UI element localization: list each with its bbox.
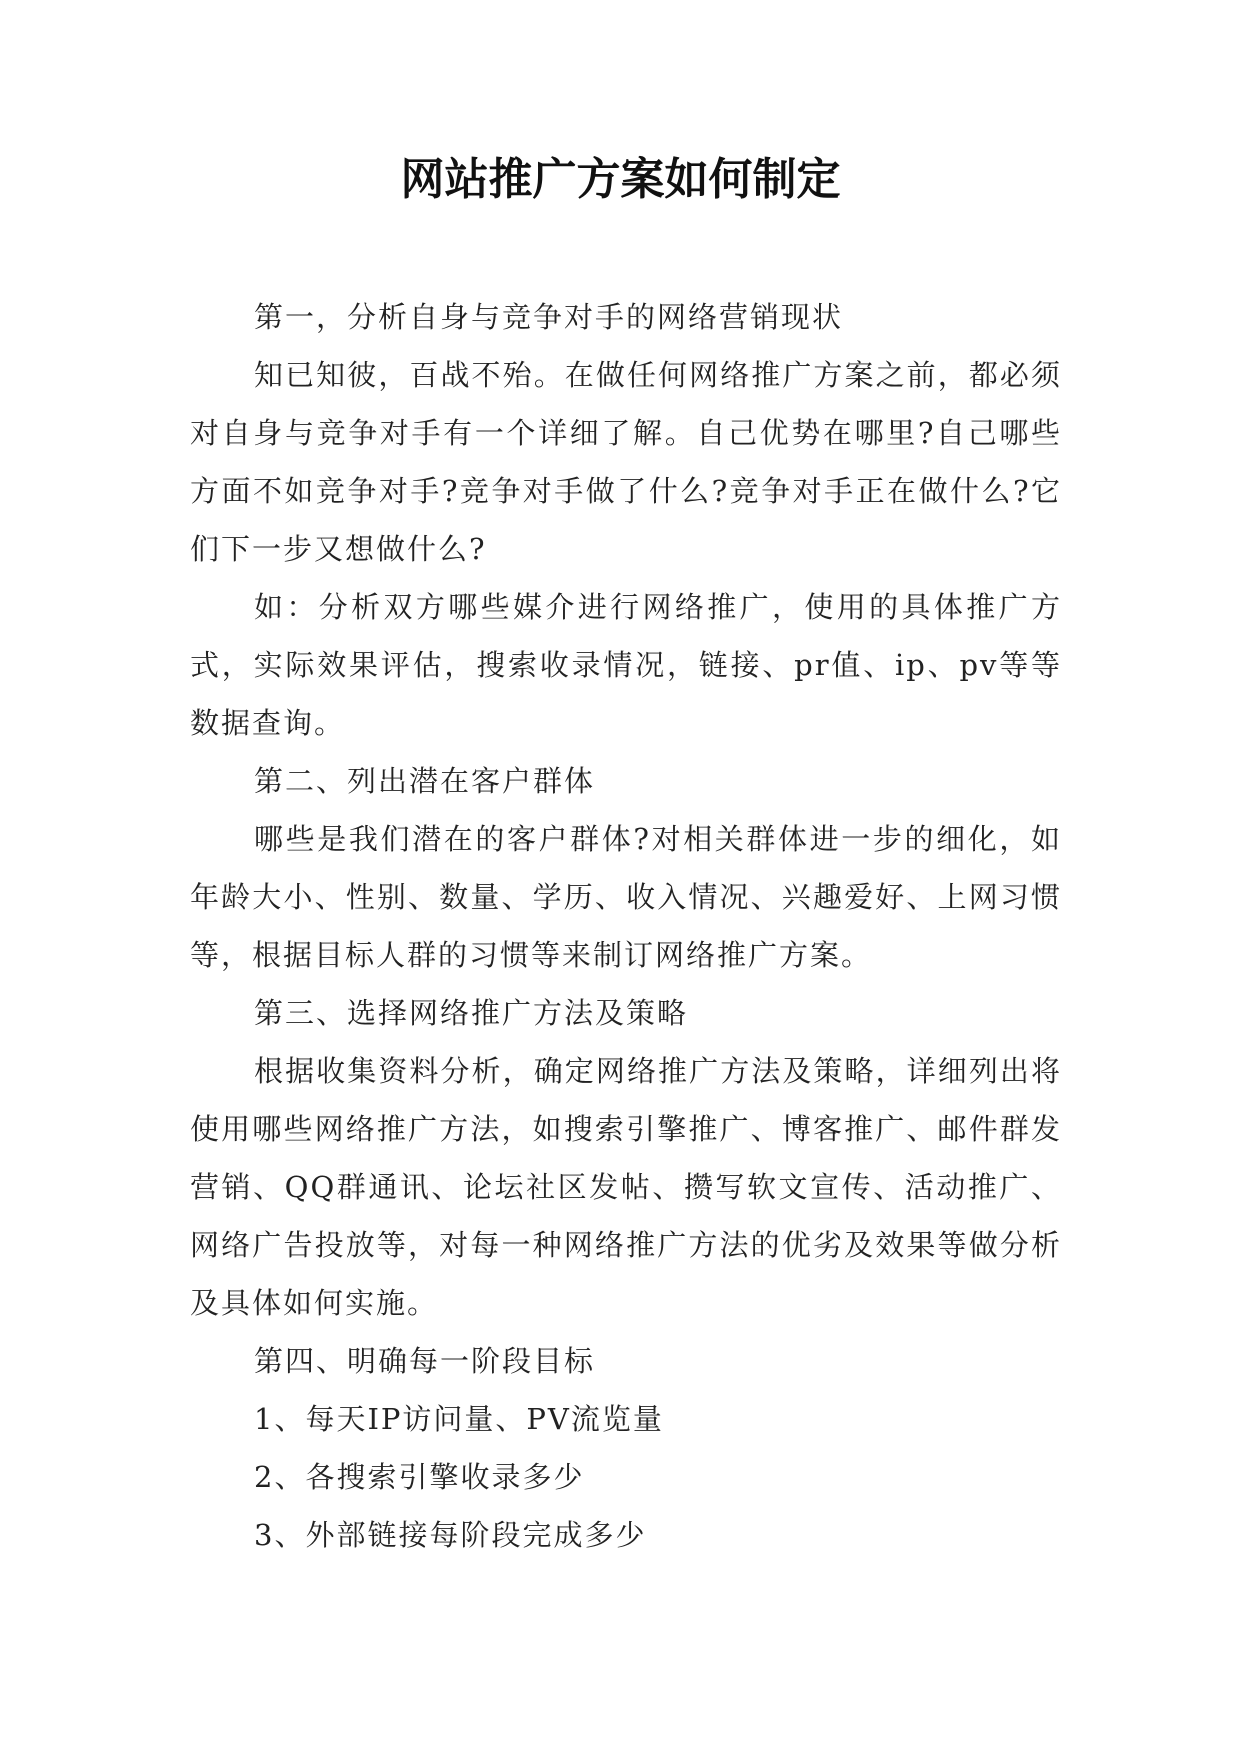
list-item: 2、各搜索引擎收录多少 xyxy=(254,1460,585,1494)
section-heading-2: 第二、列出潜在客户群体 xyxy=(254,764,596,798)
paragraph-methods-strategy: 根据收集资料分析，确定网络推广方法及策略，详细列出将使用哪些网络推广方法，如搜索引擎推广、博客推广、邮件群发营销、QQ群通讯、论坛社区发帖、攒写软文宣传、活动推广、网络广告投放等，对每一种网络推广方法的优劣及效果等做分析及具体如何实施。 xyxy=(190,1054,1062,1320)
list-item: 3、外部链接每阶段完成多少 xyxy=(254,1518,647,1552)
paragraph-know-yourself: 知已知彼，百战不殆。在做任何网络推广方案之前，都必须对自身与竞争对手有一个详细了解。自己优势在哪里?自己哪些方面不如竞争对手?竞争对手做了什么?竞争对手正在做什么?它们下一步又想做什么? xyxy=(190,358,1062,566)
document-body xyxy=(190,288,1062,1564)
list-item: 1、每天IP访问量、PV流览量 xyxy=(254,1402,664,1436)
document-title: 网站推广方案如何制定 xyxy=(400,154,841,205)
paragraph-target-audience: 哪些是我们潜在的客户群体?对相关群体进一步的细化，如年龄大小、性别、数量、学历、收入情况、兴趣爱好、上网习惯等，根据目标人群的习惯等来制订网络推广方案。 xyxy=(190,822,1062,972)
paragraph-analysis-example: 如：分析双方哪些媒介进行网络推广，使用的具体推广方式，实际效果评估，搜索收录情况，链接、pr值、ip、pv等等数据查询。 xyxy=(190,590,1062,740)
section-heading-3: 第三、选择网络推广方法及策略 xyxy=(254,996,689,1030)
section-heading-4: 第四、明确每一阶段目标 xyxy=(254,1344,596,1378)
section-heading-1: 第一，分析自身与竞争对手的网络营销现状 xyxy=(254,300,844,334)
